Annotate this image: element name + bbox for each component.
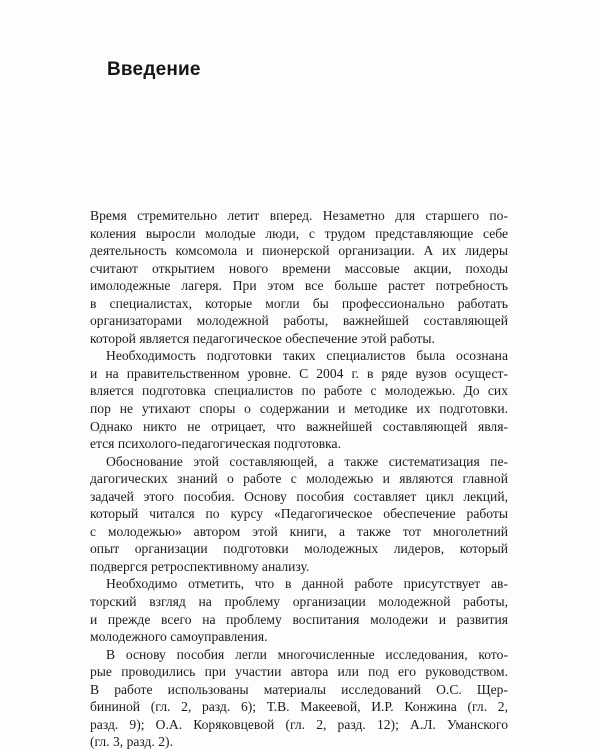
text-line: Обоснование этой составляющей, а также систематизация пе- <box>106 453 508 469</box>
text-line: задачей этого пособия. Основу пособия составляет цикл лекций, <box>90 488 508 504</box>
text-line: которой является педагогическое обеспечение этой работы. <box>90 330 435 346</box>
text-line: и на правительственном уровне. С 2004 г. в ряде вузов осущест- <box>90 365 508 381</box>
text-line: подвергся ретроспективному анализу. <box>90 558 310 574</box>
text-line: дагогических знаний о работе с молодежью и являются главной <box>90 471 508 487</box>
body-text <box>90 207 508 751</box>
paragraph-3 <box>90 453 508 576</box>
text-line: считают открытием нового времени массовые акции, походы <box>90 260 508 276</box>
paragraph-5 <box>90 646 508 751</box>
text-line: (гл. 3, разд. 2). <box>90 734 173 750</box>
text-line: который читался по курсу «Педагогическое обеспечение работы <box>90 506 508 522</box>
text-line: пор не утихают споры о содержании и методике их подготовки. <box>90 401 508 417</box>
text-line: рые проводились при участии автора или под его руководством. <box>90 664 508 680</box>
text-line: Однако никто не отрицает, что важнейшей составляющей явля- <box>90 418 508 434</box>
text-line: бининой (гл. 2, разд. 6); Т.В. Макеевой, И.Р. Конжина (гл. 2, <box>90 699 508 715</box>
text-line: вляется подготовка специалистов по работе с молодежью. До сих <box>90 383 508 399</box>
text-line: разд. 9); О.А. Коряковцевой (гл. 2, разд. 12); А.Л. Уманского <box>90 716 508 732</box>
text-line: и прежде всего на проблему воспитания молодежи и развития <box>90 611 508 627</box>
text-line: Необходимо отметить, что в данной работе присутствует ав- <box>106 576 508 592</box>
text-line: молодежного самоуправления. <box>90 629 268 645</box>
text-line: Время стремительно летит вперед. Незаметно для старшего по- <box>90 208 508 223</box>
text-line: В работе использованы материалы исследований О.С. Щер- <box>90 681 508 697</box>
paragraph-1 <box>90 207 508 347</box>
chapter-heading: Введение <box>107 59 201 80</box>
text-line: имолодежные лагеря. При этом все больше растет потребность <box>90 278 508 294</box>
paragraph-4 <box>90 575 508 645</box>
text-line: деятельность комсомола и пионерской организации. А их лидеры <box>90 243 508 259</box>
text-line: с молодежью» автором этой книги, а также тот многолетний <box>90 523 508 539</box>
text-line: Необходимость подготовки таких специалистов была осознана <box>106 348 508 364</box>
text-line: коления выросли молодые люди, с трудом представляющие себе <box>90 225 508 241</box>
text-line: В основу пособия легли многочисленные исследования, кото- <box>106 646 508 662</box>
text-line: в специалистах, которые могли бы профессионально работать <box>90 295 508 311</box>
text-line: организаторами молодежной работы, важнейшей составляющей <box>90 313 508 329</box>
text-line: опыт организации подготовки молодежных лидеров, который <box>90 541 508 557</box>
paragraph-2 <box>90 347 508 452</box>
text-line: ется психолого-педагогическая подготовка. <box>90 436 341 452</box>
text-line: торский взгляд на проблему организации молодежной работы, <box>90 594 508 610</box>
